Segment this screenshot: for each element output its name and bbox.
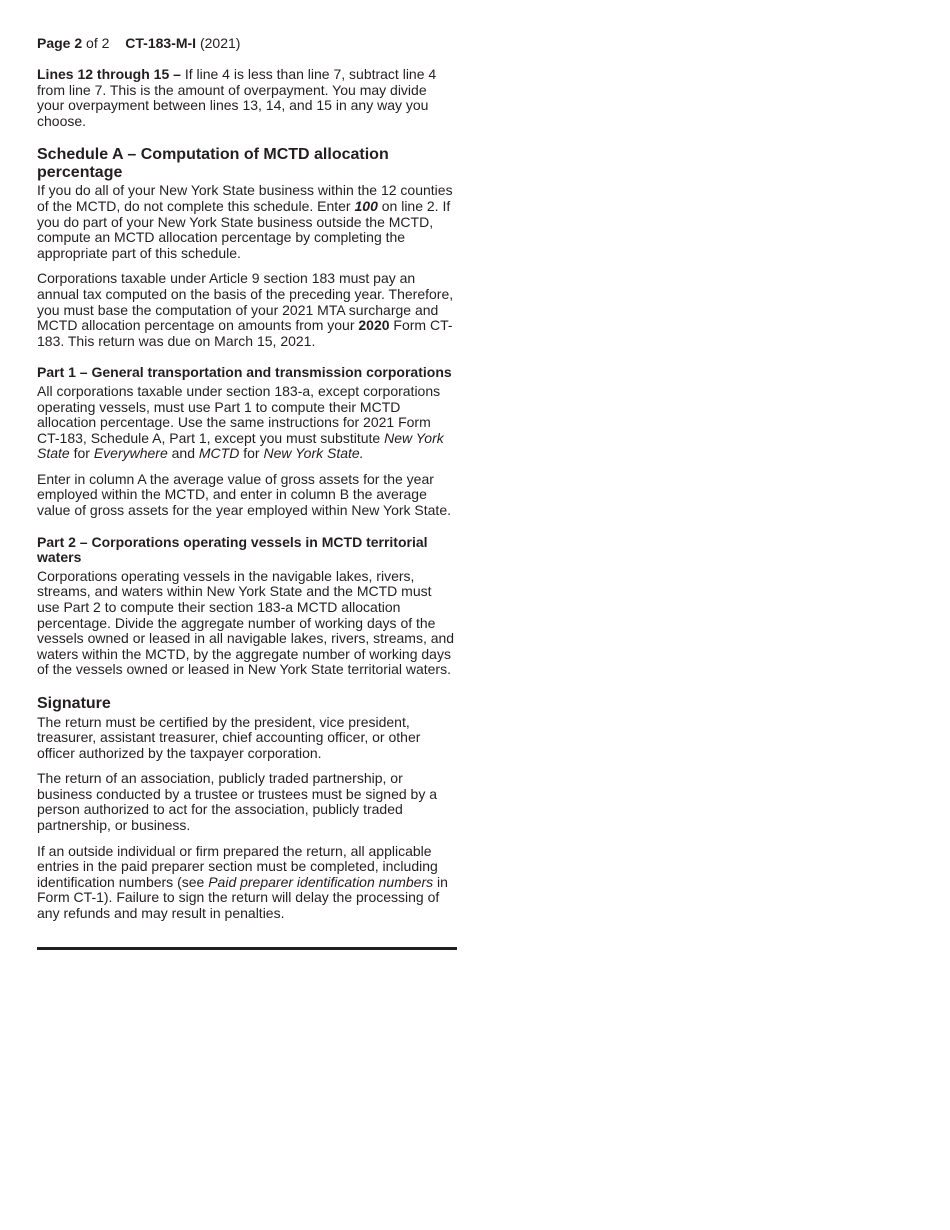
part-1-p1-connector-3: for — [239, 445, 264, 462]
part-2-paragraph-1: Corporations operating vessels in the navigable lakes, rivers, streams, and waters within New York State and the MCTD must use Part 2 to compute their section 183-a MCTD allocation percentage. Divide the aggregate number of working days of the vessels owned or leased in all navigable lakes, rivers, streams, and waters within the MCTD, by the aggregate number of working days of the vessels owned or leased in New York State territorial waters. — [37, 567, 455, 678]
part-1-paragraph-2: Enter in column A the average value of gross assets for the year employed within the MCTD, and enter in column B the average value of gross assets for the year employed within New York State. — [37, 470, 451, 519]
part-1-p1-term-1: New York State — [37, 429, 444, 462]
part-1-p1-term-3: MCTD — [198, 445, 240, 462]
instructions-column — [37, 67, 457, 922]
schedule-a-heading: Schedule A – Computation of MCTD allocation percentage — [37, 146, 389, 181]
part-1-paragraph-1 — [37, 384, 457, 462]
part-1-p1-connector-2: and — [167, 445, 199, 462]
schedule-a-paragraph-2 — [37, 271, 457, 349]
form-year: (2021) — [199, 35, 241, 51]
signature-p3-text-end: in Form CT-1). Failure to sign the return will delay the processing of any refunds and may result in penalties. — [37, 873, 448, 922]
signature-p3-text: If an outside individual or firm prepared the return, all applicable entries in the paid preparer section must be completed, including identification numbers (see — [37, 842, 438, 890]
part-1-p1-connector-1: for — [69, 445, 94, 462]
page-count: of 2 — [86, 35, 110, 51]
schedule-a-p1-value: 100 — [354, 197, 378, 214]
signature-paragraph-1: The return must be certified by the president, vice president, treasurer, assistant treasurer, chief accounting officer, or other officer authorized by the taxpayer corporation. — [37, 713, 421, 761]
end-rule — [37, 947, 457, 950]
signature-p3-reference: Paid preparer identification numbers — [208, 873, 434, 890]
signature-paragraph-3 — [37, 844, 457, 922]
signature-heading: Signature — [37, 695, 111, 712]
page-header — [37, 35, 240, 51]
part-1-p1-term-4: New York State. — [263, 445, 364, 462]
schedule-a-p2-text-end: Form CT-183. This return was due on March 15, 2021. — [37, 317, 453, 349]
schedule-a-p2-year: 2020 — [358, 317, 390, 334]
part-1-heading: Part 1 – General transportation and transmission corporations — [37, 364, 452, 381]
part-2-heading: Part 2 – Corporations operating vessels in MCTD territorial waters — [37, 533, 428, 566]
lines-12-15-lead: Lines 12 through 15 – — [37, 66, 181, 82]
schedule-a-p1-text-end: on line 2. If you do part of your New York State business outside the MCTD, compute an MCTD allocation percentage by completing the appropriate part of this schedule. — [37, 197, 451, 261]
schedule-a-p2-text: Corporations taxable under Article 9 section 183 must pay an annual tax computed on the basis of the preceding year. Therefore, you must base the computation of your 2021 MTA surcharge and MCTD allocation percentage on amounts from your — [37, 270, 454, 334]
schedule-a-p1-text: If you do all of your New York State business within the 12 counties of the MCTD, do not complete this schedule. Enter — [37, 182, 453, 214]
schedule-a-paragraph-1 — [37, 183, 457, 261]
form-id: CT-183-M-I — [125, 35, 197, 51]
part-1-p1-term-2: Everywhere — [93, 445, 168, 462]
lines-12-15-paragraph — [37, 67, 457, 129]
signature-paragraph-2: The return of an association, publicly traded partnership, or business conducted by a trustee or trustees must be signed by a person authorized to act for the association, publicly traded partnership, or business. — [37, 770, 438, 834]
page-number: Page 2 — [37, 35, 83, 51]
part-1-p1-text: All corporations taxable under section 183-a, except corporations operating vessels, must use Part 1 to compute their MCTD allocation percentage. Use the same instructions for 2021 Form CT-183, Schedule A, Part 1, except you must substitute — [37, 382, 441, 446]
lines-12-15-text: If line 4 is less than line 7, subtract line 4 from line 7. This is the amount of overpayment. You may divide your overpayment between lines 13, 14, and 15 in any way you choose. — [37, 66, 437, 129]
